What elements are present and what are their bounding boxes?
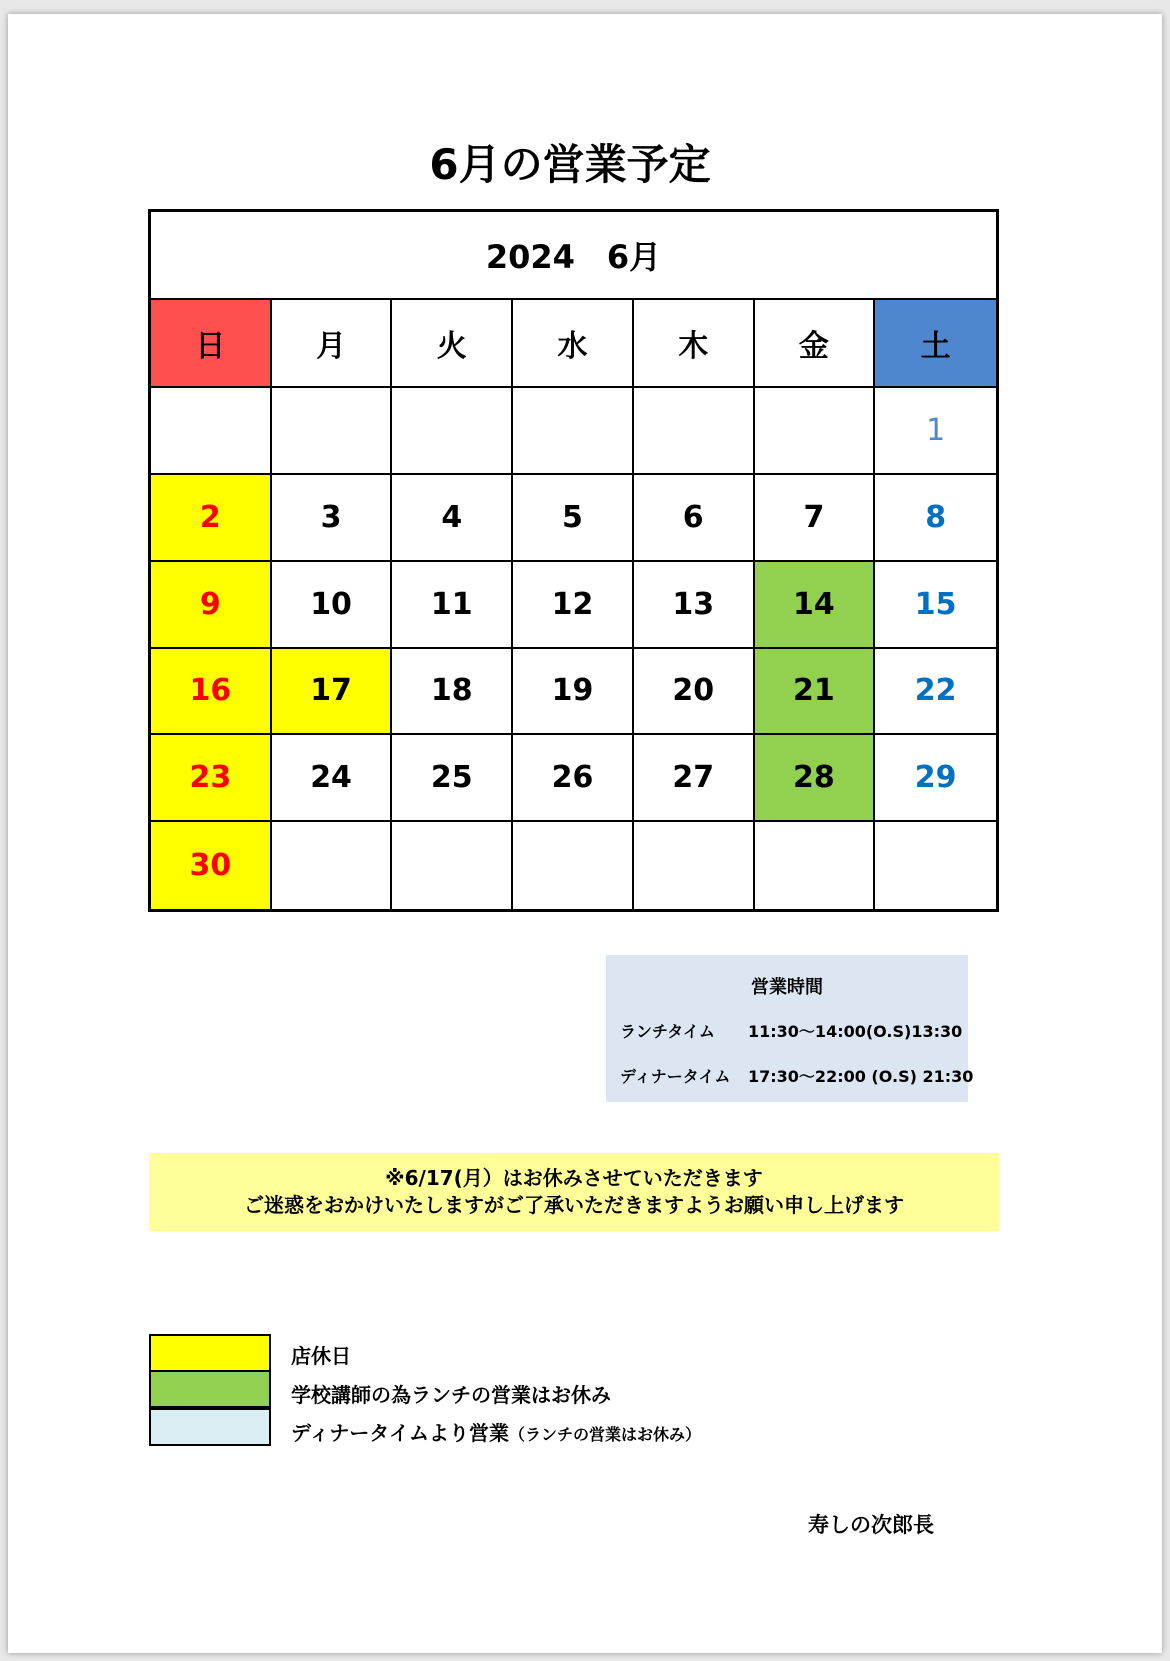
weekday-header-fri: 金 — [755, 300, 876, 388]
business-hours-box — [606, 955, 974, 1102]
calendar-day-22: 22 — [875, 649, 996, 736]
weekday-header-wed: 水 — [513, 300, 634, 388]
legend-swatch-closed — [149, 1334, 271, 1372]
calendar-day-10: 10 — [272, 562, 393, 649]
calendar-day-8: 8 — [875, 475, 996, 562]
calendar-day-27: 27 — [634, 735, 755, 822]
calendar-empty-cell — [272, 822, 393, 909]
calendar-day-18: 18 — [392, 649, 513, 736]
calendar — [148, 209, 999, 912]
calendar-empty-cell — [272, 388, 393, 475]
calendar-day-19: 19 — [513, 649, 634, 736]
calendar-day-13: 13 — [634, 562, 755, 649]
calendar-empty-cell — [513, 822, 634, 909]
calendar-day-16: 16 — [151, 649, 272, 736]
calendar-day-3: 3 — [272, 475, 393, 562]
legend-text-no-lunch: 学校講師の為ランチの営業はお休み — [291, 1383, 611, 1407]
legend-dinner-only-label: ディナータイムより営業 — [291, 1421, 509, 1445]
calendar-day-25: 25 — [392, 735, 513, 822]
calendar-day-5: 5 — [513, 475, 634, 562]
calendar-month-header: 2024 6月 — [151, 212, 996, 300]
calendar-empty-cell — [151, 388, 272, 475]
shop-signature: 寿しの次郎長 — [808, 1513, 934, 1537]
calendar-day-12: 12 — [513, 562, 634, 649]
calendar-day-29: 29 — [875, 735, 996, 822]
calendar-day-4: 4 — [392, 475, 513, 562]
weekday-header-thu: 木 — [634, 300, 755, 388]
business-hours-title: 営業時間 — [751, 977, 823, 998]
calendar-day-17: 17 — [272, 649, 393, 736]
notice-line-2: ご迷惑をおかけいたしますがご了承いただきますようお願い申し上げます — [244, 1193, 904, 1217]
page-title: 6月の営業予定 — [429, 140, 711, 189]
lunch-time: 11:30～14:00(O.S)13:30 — [748, 1022, 963, 1041]
weekday-header-sat: 土 — [875, 300, 996, 388]
calendar-day-11: 11 — [392, 562, 513, 649]
calendar-day-23: 23 — [151, 735, 272, 822]
calendar-empty-cell — [875, 822, 996, 909]
dinner-time: 17:30～22:00 (O.S) 21:30 — [748, 1067, 974, 1086]
calendar-day-6: 6 — [634, 475, 755, 562]
calendar-empty-cell — [513, 388, 634, 475]
calendar-day-20: 20 — [634, 649, 755, 736]
calendar-day-28: 28 — [755, 735, 876, 822]
lunch-hours-row — [620, 1019, 962, 1042]
calendar-empty-cell — [634, 388, 755, 475]
calendar-empty-cell — [755, 822, 876, 909]
notice-line-1: ※6/17(月）はお休みさせていただきます — [385, 1166, 763, 1190]
legend-swatch-dinner-only — [149, 1408, 271, 1446]
calendar-day-7: 7 — [755, 475, 876, 562]
calendar-day-15: 15 — [875, 562, 996, 649]
calendar-day-26: 26 — [513, 735, 634, 822]
calendar-day-2: 2 — [151, 475, 272, 562]
legend-text-closed: 店休日 — [291, 1344, 351, 1368]
calendar-day-1: 1 — [875, 388, 996, 475]
closure-notice — [149, 1153, 999, 1231]
calendar-day-30: 30 — [151, 822, 272, 909]
lunch-label: ランチタイム — [620, 1022, 715, 1041]
legend-swatch-no-lunch — [149, 1370, 271, 1408]
calendar-empty-cell — [634, 822, 755, 909]
calendar-day-9: 9 — [151, 562, 272, 649]
calendar-empty-cell — [392, 822, 513, 909]
dinner-label: ディナータイム — [620, 1067, 731, 1086]
calendar-day-21: 21 — [755, 649, 876, 736]
calendar-empty-cell — [755, 388, 876, 475]
calendar-empty-cell — [392, 388, 513, 475]
dinner-hours-row — [620, 1064, 973, 1087]
weekday-header-mon: 月 — [272, 300, 393, 388]
page — [8, 14, 1162, 1653]
calendar-day-24: 24 — [272, 735, 393, 822]
calendar-day-14: 14 — [755, 562, 876, 649]
weekday-header-sun: 日 — [151, 300, 272, 388]
weekday-header-tue: 火 — [392, 300, 513, 388]
legend-dinner-only-note: （ランチの営業はお休み） — [509, 1425, 702, 1444]
legend-text-dinner-only — [291, 1417, 701, 1446]
